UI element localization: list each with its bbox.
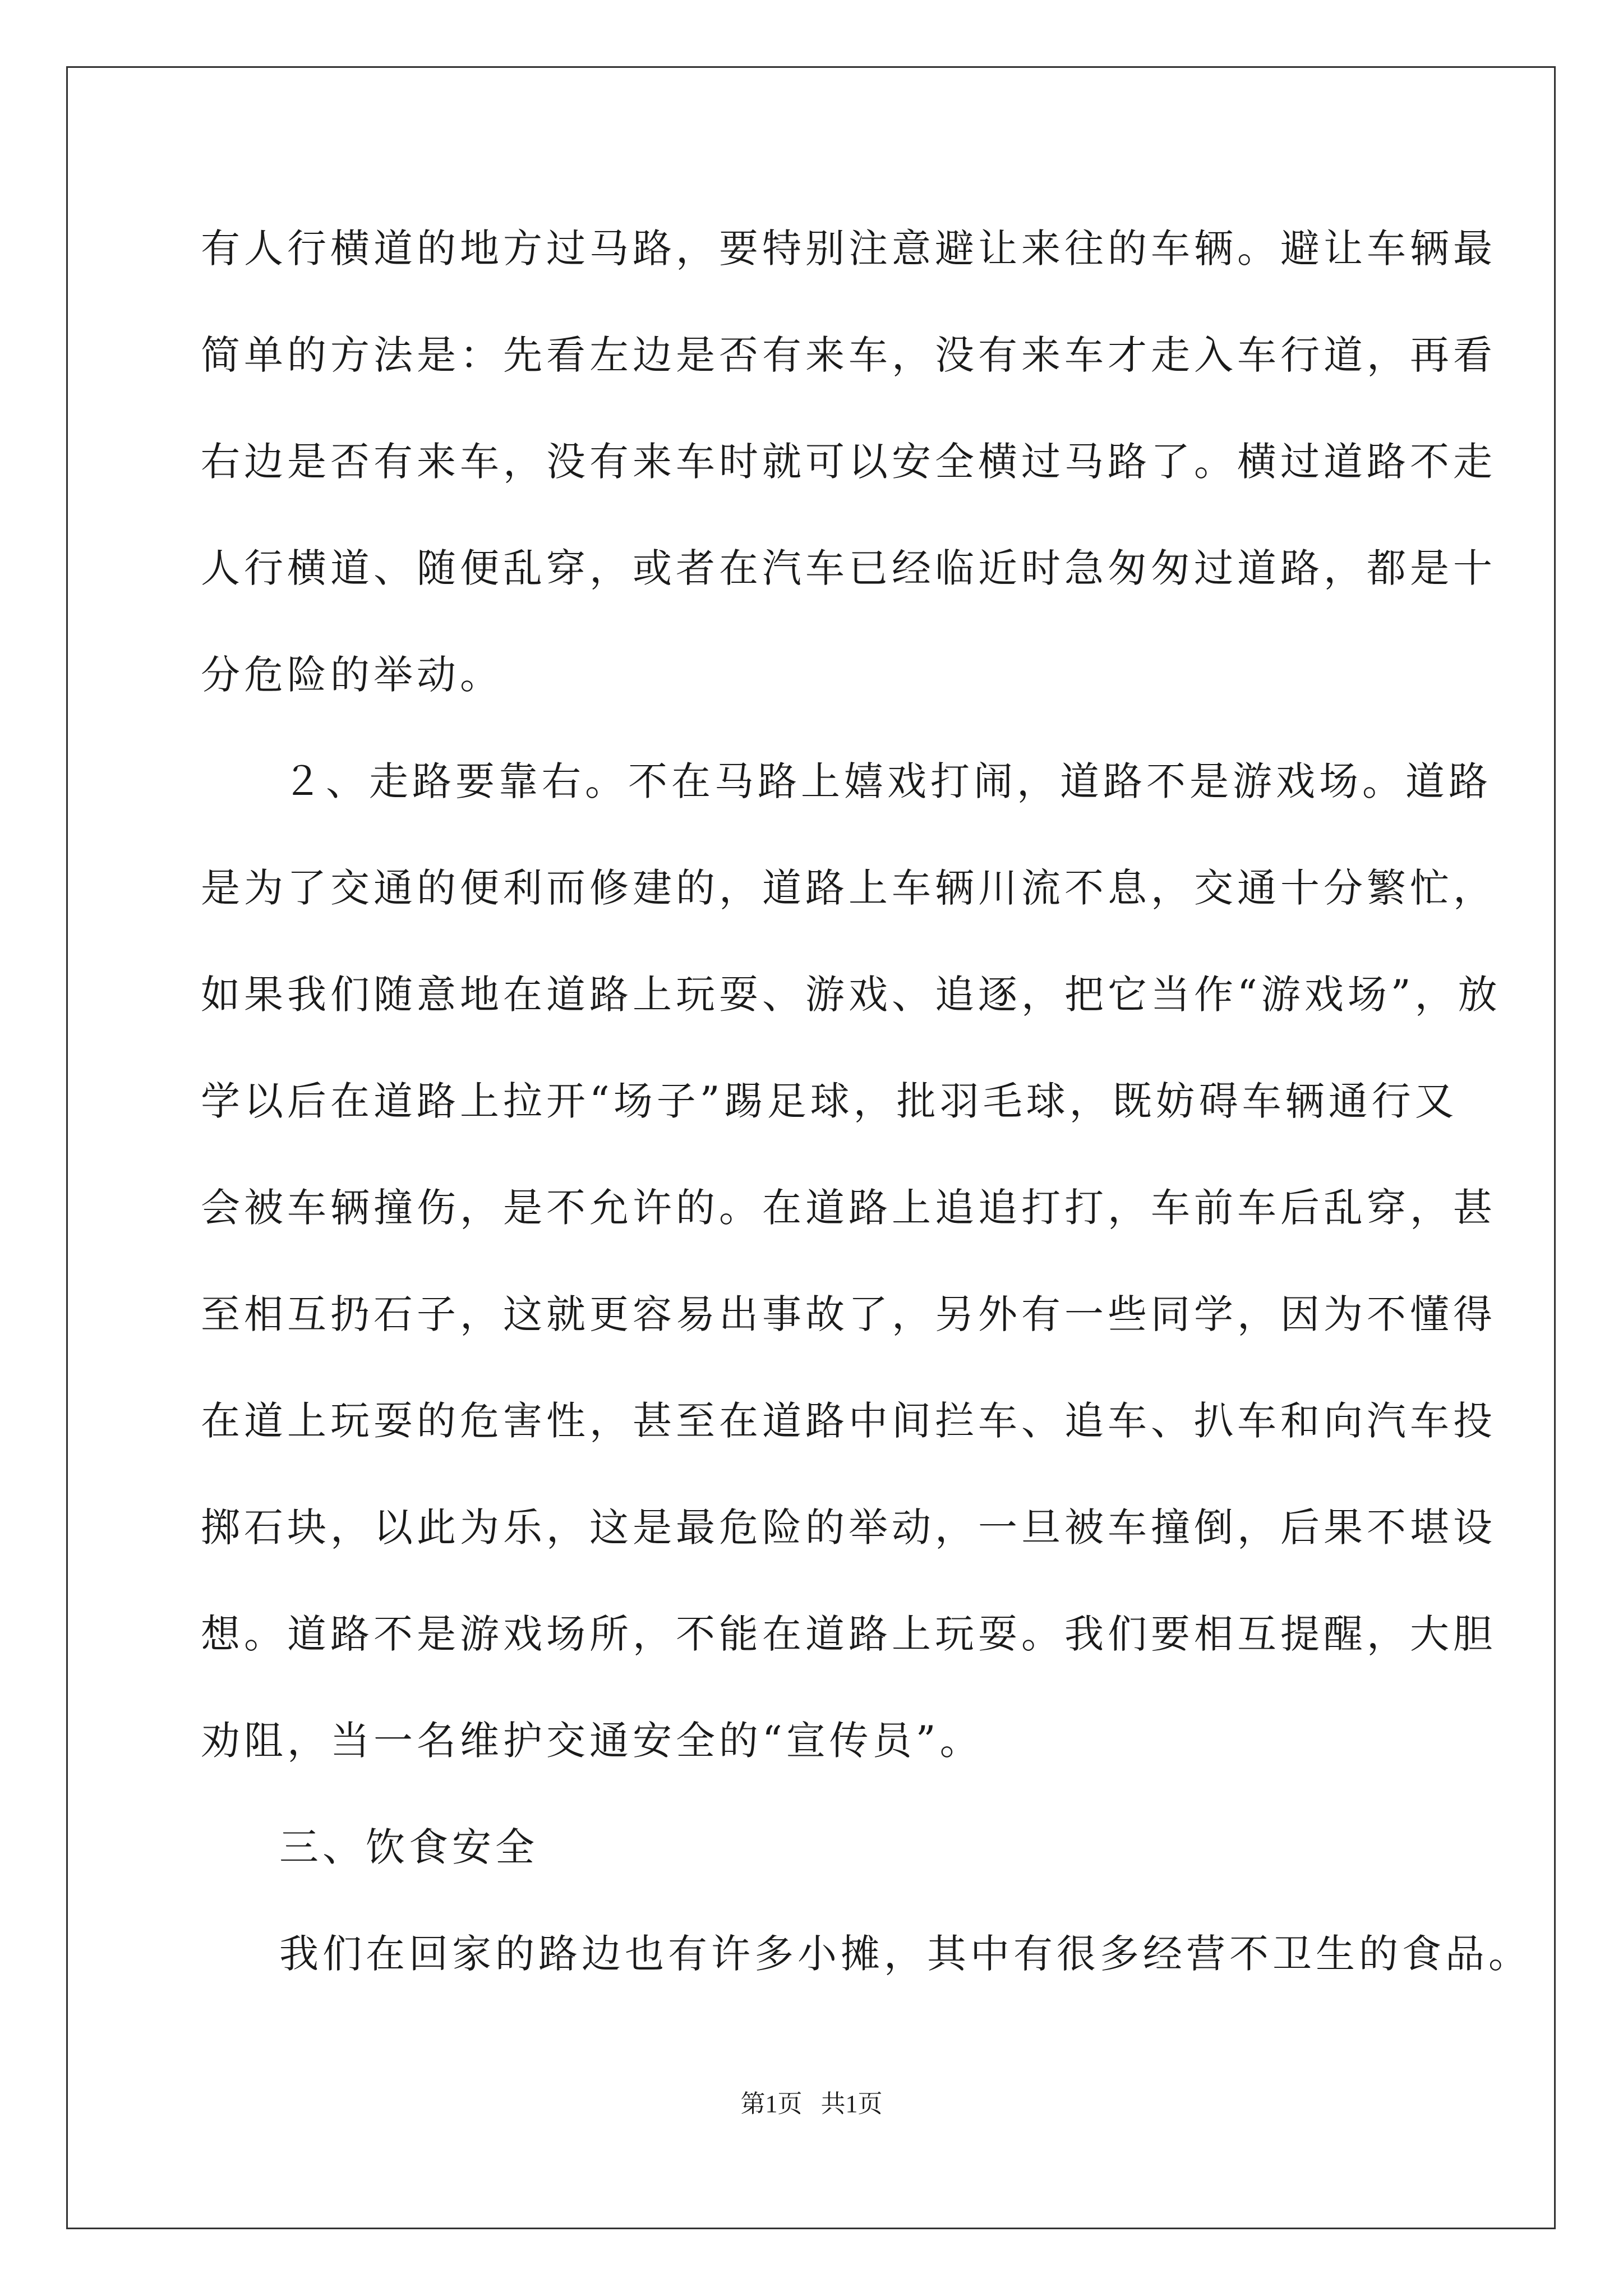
body-line: 学以后在道路上拉开“场子”踢足球，批羽毛球，既妨碍车辆通行又 (201, 1078, 1458, 1124)
body-line: 我们在回家的路边也有许多小摊，其中有很多经营不卫生的食品。 (279, 1931, 1532, 1977)
body-line: 至相互扔石子，这就更容易出事故了，另外有一些同学，因为不懂得 (201, 1291, 1496, 1337)
body-line: 在道上玩耍的危害性，甚至在道路中间拦车、追车、扒车和向汽车投 (201, 1398, 1496, 1444)
body-line: ２、走路要靠右。不在马路上嬉戏打闹，道路不是游戏场。道路 (283, 758, 1492, 804)
body-line: 掷石块，以此为乐，这是最危险的举动，一旦被车撞倒，后果不堪设 (201, 1504, 1496, 1550)
body-line: 简单的方法是：先看左边是否有来车，没有来车才走入车行道，再看 (201, 332, 1496, 378)
body-line: 分危险的举动。 (201, 652, 503, 698)
section-heading: 三、饮食安全 (279, 1824, 538, 1870)
page-footer: 第1页 共1页 (740, 2090, 883, 2118)
body-line: 有人行横道的地方过马路，要特别注意避让来往的车辆。避让车辆最 (201, 226, 1496, 272)
body-line: 劝阻，当一名维护交通安全的“宣传员”。 (201, 1718, 983, 1764)
page-frame (66, 66, 1556, 2229)
body-line: 右边是否有来车，没有来车时就可以安全横过马路了。横过道路不走 (201, 439, 1496, 485)
body-line: 如果我们随意地在道路上玩耍、游戏、追逐，把它当作“游戏场”，放 (201, 972, 1501, 1018)
body-line: 想。道路不是游戏场所，不能在道路上玩耍。我们要相互提醒，大胆 (201, 1611, 1496, 1657)
body-line: 会被车辆撞伤，是不允许的。在道路上追追打打，车前车后乱穿，甚 (201, 1185, 1496, 1231)
body-line: 是为了交通的便利而修建的，道路上车辆川流不息，交通十分繁忙， (201, 865, 1496, 911)
body-line: 人行横道、随便乱穿，或者在汽车已经临近时急匆匆过道路，都是十 (201, 545, 1496, 591)
